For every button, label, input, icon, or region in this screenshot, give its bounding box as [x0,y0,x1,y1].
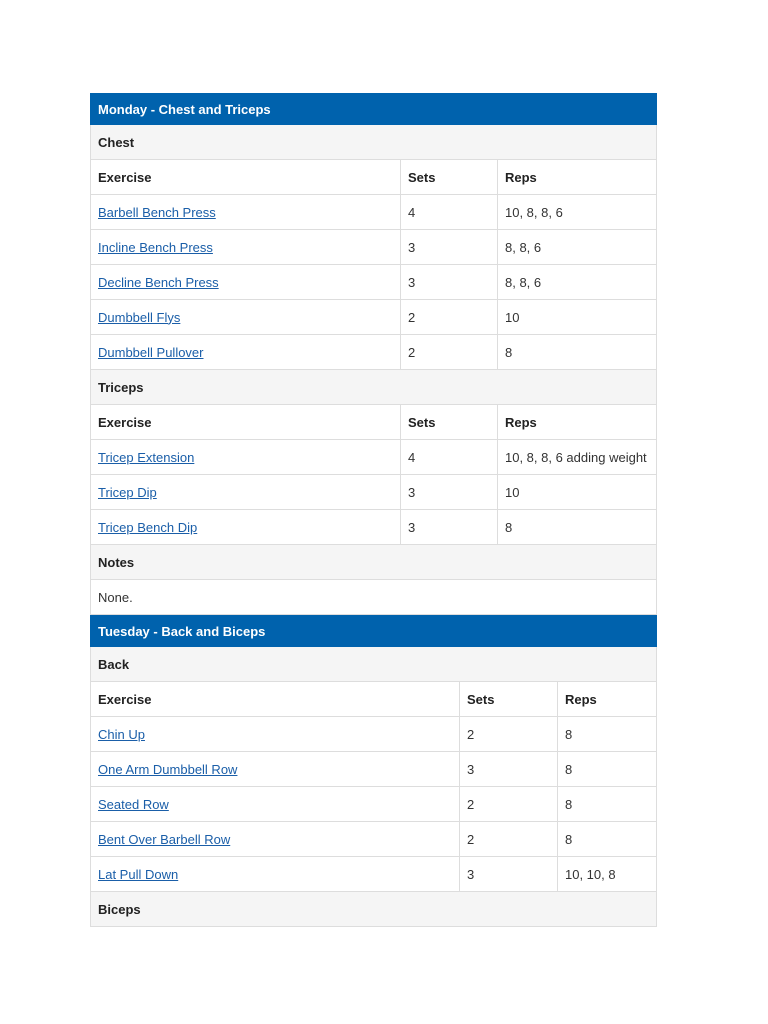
column-header: Reps [498,405,657,440]
section-header [91,647,657,682]
reps-cell: 8 [558,822,657,857]
section-title: Back [91,647,657,682]
notes-row [91,580,657,615]
section-title: Biceps [91,892,657,927]
notes-text: None. [91,580,657,615]
sets-cell: 2 [401,335,498,370]
table-row [91,857,657,892]
exercise-link[interactable]: Chin Up [98,726,145,742]
column-header: Reps [498,160,657,195]
sets-cell: 2 [401,300,498,335]
column-header: Reps [558,682,657,717]
table-row [91,717,657,752]
column-header-row [91,160,657,195]
section-header [91,370,657,405]
reps-cell: 8 [558,787,657,822]
table-row [91,335,657,370]
column-header: Exercise [91,160,401,195]
exercise-link[interactable]: One Arm Dumbbell Row [98,761,238,777]
section-header [91,545,657,580]
reps-cell: 8 [498,510,657,545]
table-row [91,440,657,475]
reps-cell: 10 [498,475,657,510]
day-header [91,616,657,647]
exercise-link[interactable]: Lat Pull Down [98,866,179,882]
table-row [91,752,657,787]
exercise-link[interactable]: Bent Over Barbell Row [98,831,231,847]
exercise-link[interactable]: Barbell Bench Press [98,204,216,220]
sets-cell: 4 [401,440,498,475]
table-row [91,822,657,857]
section-header [91,125,657,160]
section-title: Chest [91,125,657,160]
exercise-link[interactable]: Tricep Dip [98,484,157,500]
column-header: Sets [401,405,498,440]
table-row [91,475,657,510]
day-title: Tuesday - Back and Biceps [91,616,657,647]
sets-cell: 3 [460,752,558,787]
table-row [91,510,657,545]
exercise-link[interactable]: Tricep Bench Dip [98,519,198,535]
sets-cell: 3 [401,510,498,545]
column-header: Exercise [91,405,401,440]
reps-cell: 10 [498,300,657,335]
monday-table [90,93,657,615]
table-row [91,300,657,335]
reps-cell: 8 [558,752,657,787]
day-title: Monday - Chest and Triceps [91,94,657,125]
exercise-link[interactable]: Seated Row [98,796,169,812]
section-header [91,892,657,927]
exercise-link[interactable]: Dumbbell Flys [98,309,181,325]
sets-cell: 2 [460,787,558,822]
reps-cell: 8, 8, 6 [498,230,657,265]
exercise-link[interactable]: Incline Bench Press [98,239,213,255]
workout-plan [90,93,656,927]
column-header: Sets [460,682,558,717]
column-header: Exercise [91,682,460,717]
column-header: Sets [401,160,498,195]
reps-cell: 8, 8, 6 [498,265,657,300]
exercise-link[interactable]: Decline Bench Press [98,274,219,290]
column-header-row [91,682,657,717]
day-header [91,94,657,125]
exercise-link[interactable]: Tricep Extension [98,449,195,465]
table-row [91,787,657,822]
sets-cell: 3 [401,475,498,510]
reps-cell: 10, 8, 8, 6 [498,195,657,230]
sets-cell: 3 [401,230,498,265]
tuesday-table [90,615,657,927]
column-header-row [91,405,657,440]
table-row [91,265,657,300]
sets-cell: 2 [460,717,558,752]
section-title: Triceps [91,370,657,405]
sets-cell: 3 [401,265,498,300]
exercise-link[interactable]: Dumbbell Pullover [98,344,204,360]
sets-cell: 3 [460,857,558,892]
notes-label: Notes [91,545,657,580]
reps-cell: 10, 10, 8 [558,857,657,892]
table-row [91,195,657,230]
table-row [91,230,657,265]
sets-cell: 4 [401,195,498,230]
reps-cell: 10, 8, 8, 6 adding weight [498,440,657,475]
reps-cell: 8 [498,335,657,370]
reps-cell: 8 [558,717,657,752]
sets-cell: 2 [460,822,558,857]
